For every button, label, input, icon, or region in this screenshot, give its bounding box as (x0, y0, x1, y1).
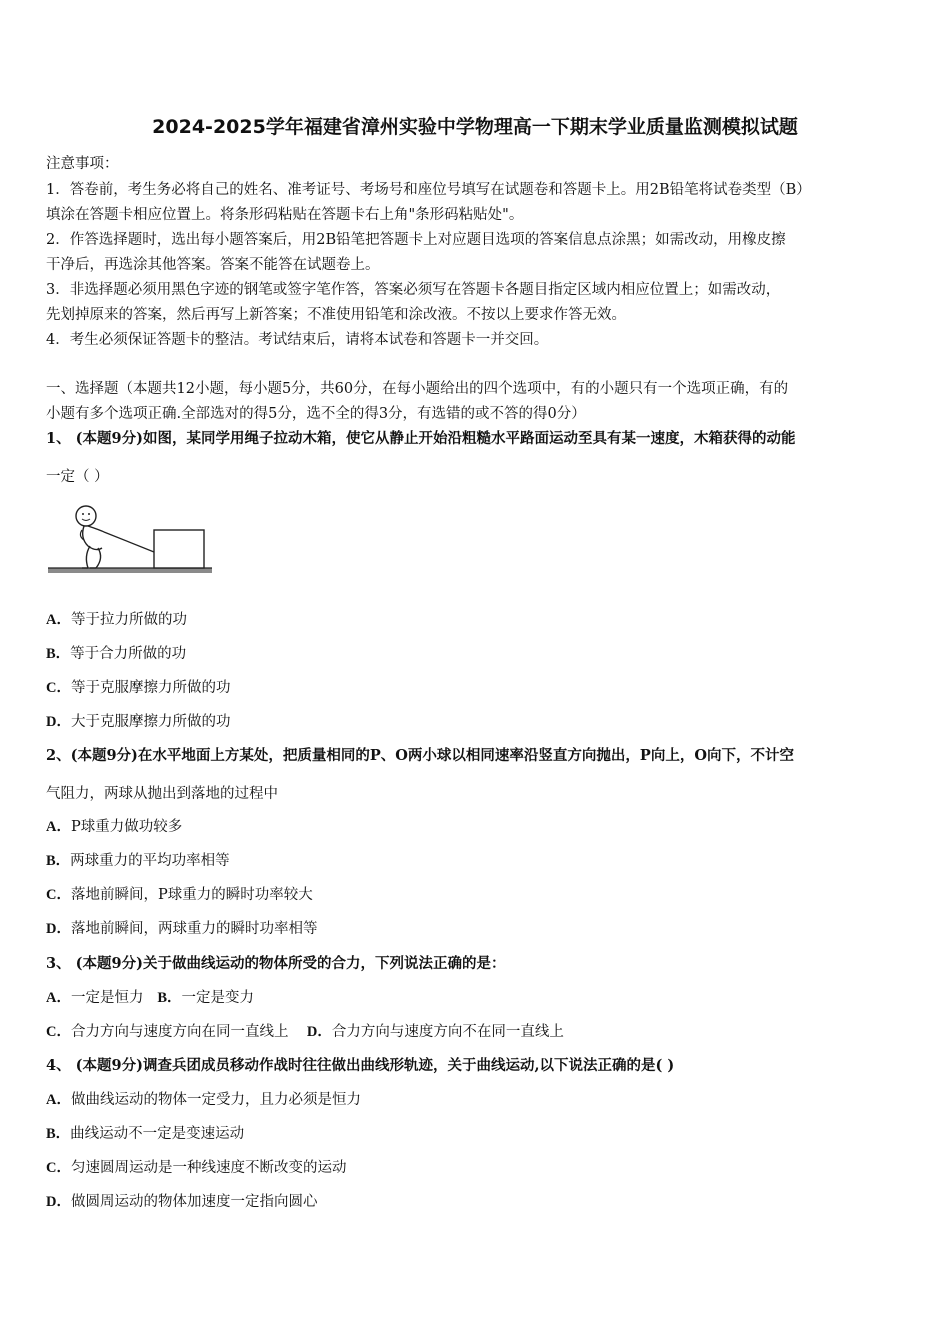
notice-line: 2．作答选择题时，选出每小题答案后，用2B铅笔把答题卡上对应题目选项的答案信息点涂黑；如需改动，用橡皮擦 (46, 232, 786, 248)
q3-option-a[interactable]: A．一定是恒力 (46, 990, 144, 1006)
notice-line: 干净后，再选涂其他答案。答案不能答在试题卷上。 (46, 257, 380, 273)
notice-line: 4．考生必须保证答题卡的整洁。考试结束后，请将本试卷和答题卡一并交回。 (46, 332, 549, 348)
q3-options-row-2 (46, 1020, 908, 1041)
page-title: 2024-2025学年福建省漳州实验中学物理高一下期末学业质量监测模拟试题 (152, 116, 798, 138)
q4-stem: 4、 (本题9分)调查兵团成员移动作战时往往做出曲线形轨迹，关于曲线运动,以下说法正确的是( ) (46, 1057, 675, 1074)
q2-option-c[interactable]: C．落地前瞬间，P球重力的瞬时功率较大 (46, 887, 313, 903)
q4-option-d[interactable]: D．做圆周运动的物体加速度一定指向圆心 (46, 1194, 318, 1210)
q2-option-d[interactable]: D．落地前瞬间，两球重力的瞬时功率相等 (46, 921, 318, 937)
q3-stem: 3、 (本题9分)关于做曲线运动的物体所受的合力，下列说法正确的是： (46, 955, 506, 972)
q4-option-c[interactable]: C．匀速圆周运动是一种线速度不断改变的运动 (46, 1160, 347, 1176)
q3-option-b[interactable]: B．一定是变力 (157, 990, 254, 1006)
q1-option-b[interactable]: B．等于合力所做的功 (46, 646, 187, 662)
q4-option-b[interactable]: B．曲线运动不一定是变速运动 (46, 1126, 245, 1142)
notice-line: 1．答卷前，考生务必将自己的姓名、准考证号、考场号和座位号填写在试题卷和答题卡上。用2B铅笔将试卷类型（B） (46, 182, 811, 198)
q1-figure-person-pulling-box (44, 496, 216, 580)
section-heading-cont: 小题有多个选项正确.全部选对的得5分，选不全的得3分，有选错的或不答的得0分） (46, 406, 586, 422)
q1-option-c[interactable]: C．等于克服摩擦力所做的功 (46, 680, 231, 696)
q1-option-d[interactable]: D．大于克服摩擦力所做的功 (46, 714, 231, 730)
section-heading: 一、选择题（本题共12小题，每小题5分，共60分，在每小题给出的四个选项中，有的小题只有一个选项正确，有的 (46, 381, 789, 397)
notice-line: 填涂在答题卡相应位置上。将条形码粘贴在答题卡右上角"条形码粘贴处"。 (46, 207, 524, 223)
q2-option-b[interactable]: B．两球重力的平均功率相等 (46, 853, 230, 869)
q2-stem: 2、(本题9分)在水平地面上方某处，把质量相同的P、O两小球以相同速率沿竖直方向抛出，P向上，O向下，不计空 (46, 747, 794, 764)
ground (48, 568, 212, 573)
q1-stem: 1、 (本题9分)如图，某同学用绳子拉动木箱，使它从静止开始沿粗糙水平路面运动至具有某一速度，木箱获得的动能 (46, 430, 796, 447)
q3-option-d[interactable]: D．合力方向与速度方向不在同一直线上 (306, 1024, 564, 1040)
q2-option-a[interactable]: A．P球重力做功较多 (46, 819, 183, 835)
q4-option-a[interactable]: A．做曲线运动的物体一定受力，且力必须是恒力 (46, 1092, 361, 1108)
q1-stem-cont: 一定（ ） (46, 469, 109, 485)
notice-line: 先划掉原来的答案，然后再写上新答案；不准使用铅笔和涂改液。不按以上要求作答无效。 (46, 307, 626, 323)
rope (104, 532, 154, 552)
notice-line: 3．非选择题必须用黑色字迹的钢笔或签字笔作答，答案必须写在答题卡各题目指定区域内相应位置上；如需改动， (46, 282, 781, 298)
q3-option-c[interactable]: C．合力方向与速度方向在同一直线上 (46, 1024, 289, 1040)
q1-option-a[interactable]: A．等于拉力所做的功 (46, 612, 187, 628)
wooden-box (154, 530, 204, 568)
q3-options-row-1 (46, 986, 908, 1007)
notice-heading: 注意事项： (46, 156, 119, 172)
q2-stem-cont: 气阻力，两球从抛出到落地的过程中 (46, 786, 278, 802)
